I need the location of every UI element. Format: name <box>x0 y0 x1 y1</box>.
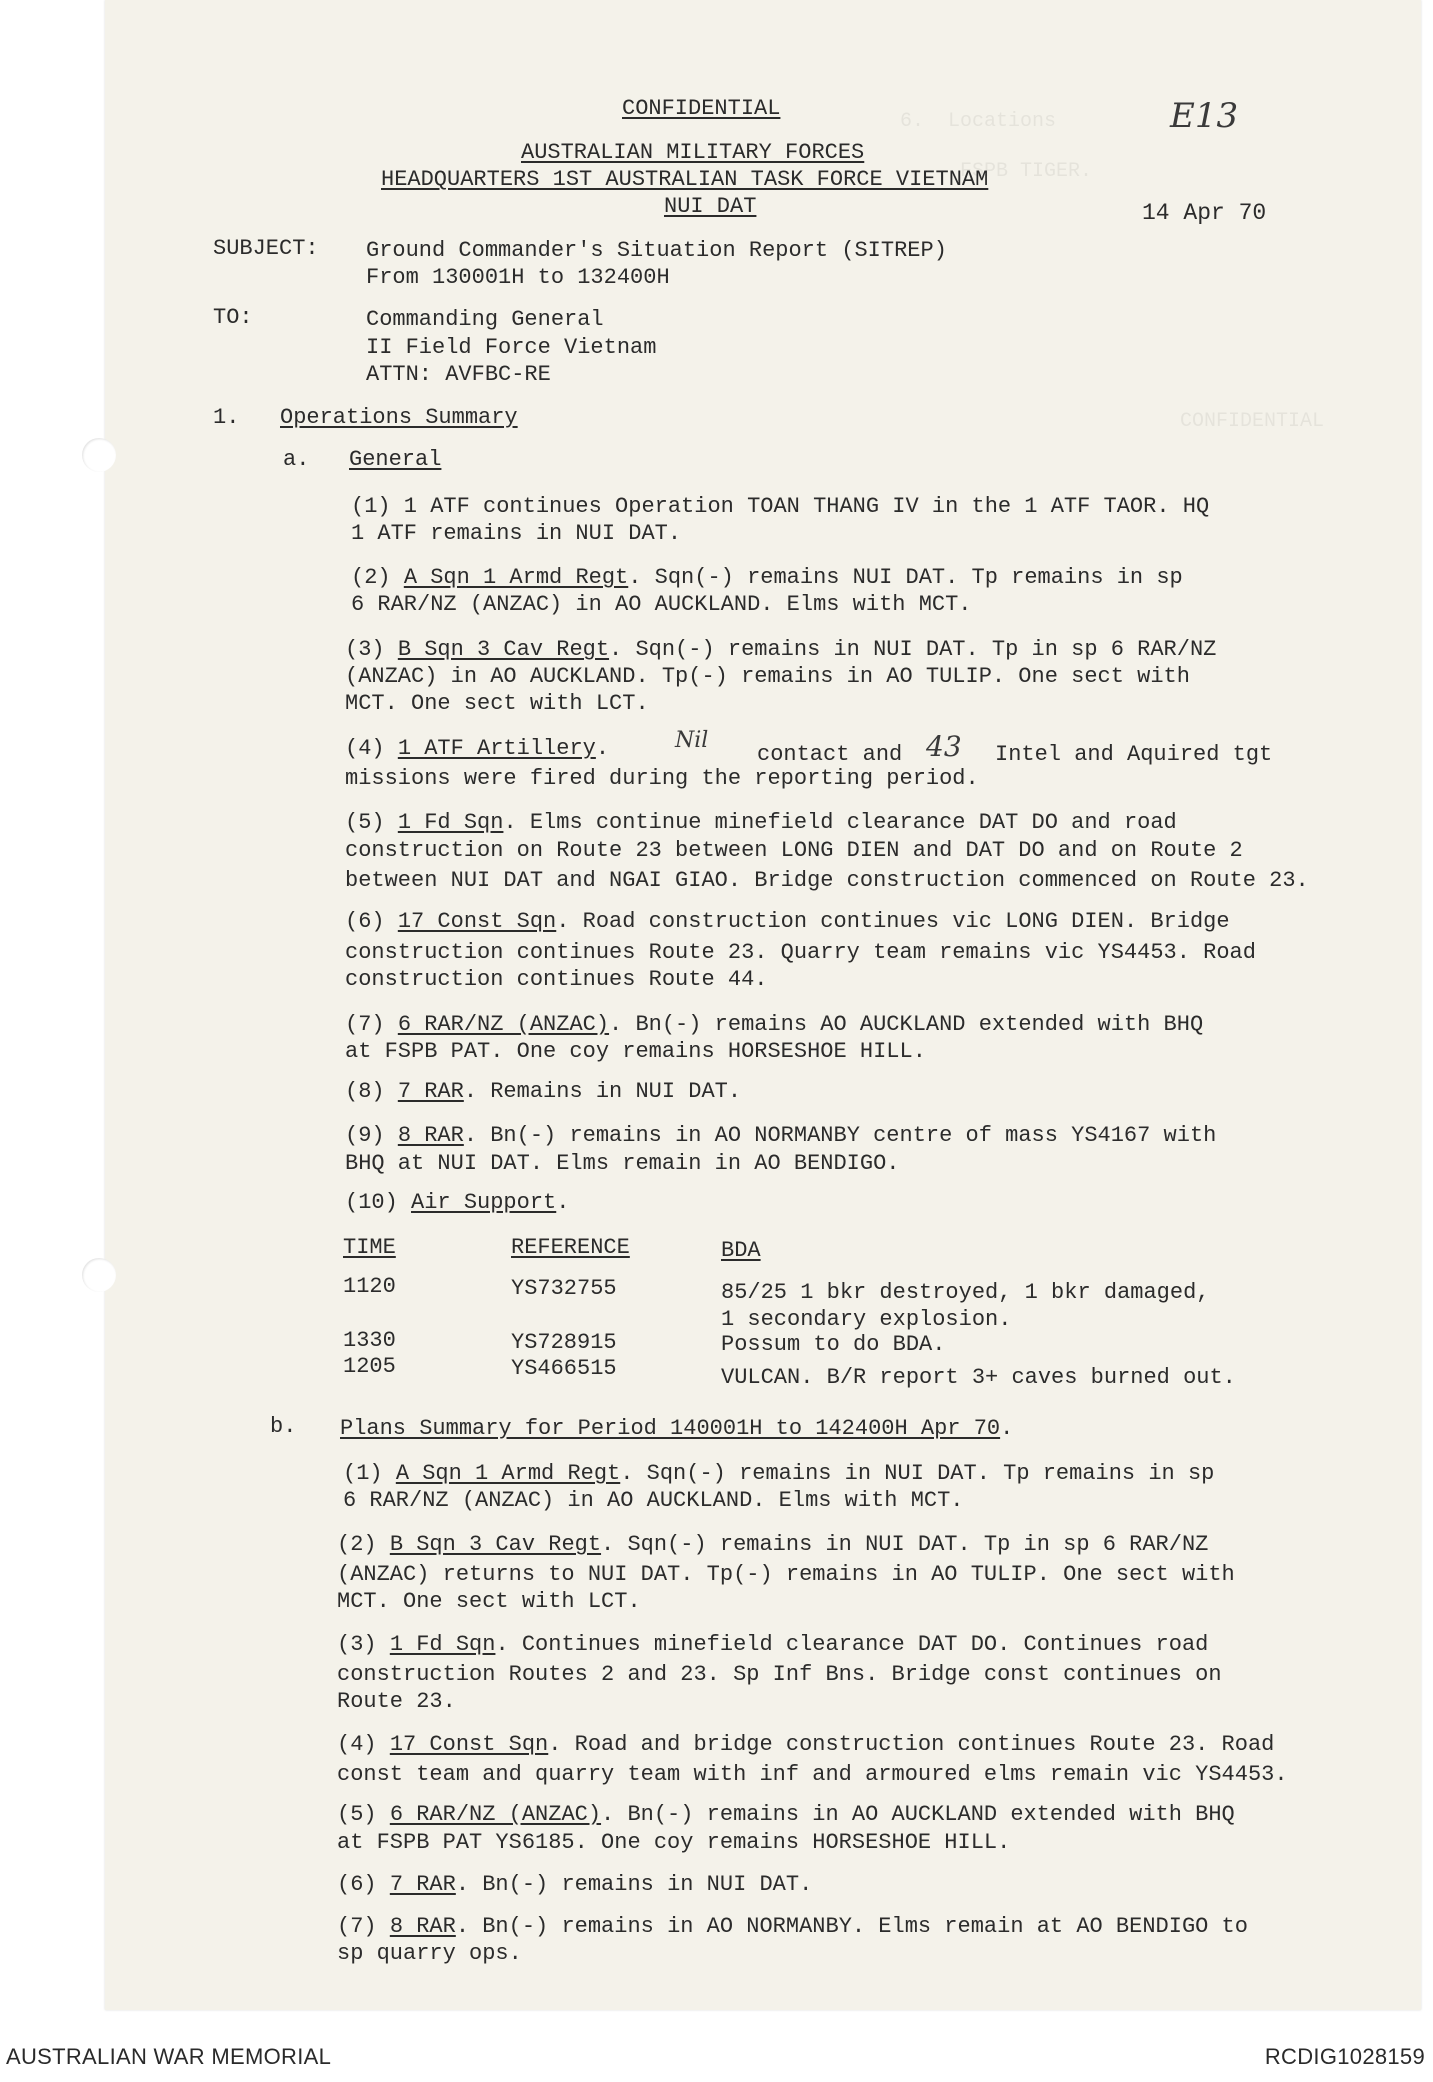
general-title: General <box>349 447 442 472</box>
plans-para-6: (6) 7 RAR. Bn(-) remains in NUI DAT. <box>337 1872 813 1897</box>
punch-hole-bottom <box>82 1258 116 1292</box>
section-number: 1. <box>213 405 240 430</box>
general-para-1: (1) 1 ATF continues Operation TOAN THANG IV in the 1 ATF TAOR. HQ <box>351 494 1210 519</box>
document-page <box>105 0 1421 2010</box>
table-header-bda: BDA <box>721 1238 761 1263</box>
subject-line-1: Ground Commander's Situation Report (SITREP) <box>366 238 947 263</box>
table-row-reference: YS466515 <box>511 1356 617 1381</box>
handwritten-reference: E13 <box>1170 96 1239 136</box>
unit-name: A Sqn 1 Armd Regt <box>403 565 629 590</box>
unit-name: 8 RAR <box>397 1123 464 1148</box>
unit-name: B Sqn 3 Cav Regt <box>397 637 610 662</box>
table-row-time: 1330 <box>343 1328 396 1353</box>
table-row-reference: YS728915 <box>511 1330 617 1355</box>
subject-line-2: From 130001H to 132400H <box>366 265 670 290</box>
general-para-3: (3) B Sqn 3 Cav Regt. Sqn(-) remains in NUI DAT. Tp in sp 6 RAR/NZ <box>345 637 1217 662</box>
to-label: TO: <box>213 305 253 330</box>
unit-name: 8 RAR <box>389 1914 456 1939</box>
footer-archive-name: AUSTRALIAN WAR MEMORIAL <box>6 2044 332 2069</box>
table-header-time: TIME <box>343 1235 396 1260</box>
unit-name: Air Support <box>411 1190 557 1215</box>
handwritten-count: 43 <box>926 730 962 763</box>
table-row-bda: Possum to do BDA. <box>721 1332 946 1357</box>
unit-name: 6 RAR/NZ (ANZAC) <box>389 1802 602 1827</box>
to-line-1: Commanding General <box>366 307 604 332</box>
org-line-1: AUSTRALIAN MILITARY FORCES <box>521 140 865 165</box>
unit-name: A Sqn 1 Armd Regt <box>395 1461 621 1486</box>
plans-para-5: (5) 6 RAR/NZ (ANZAC). Bn(-) remains in AO AUCKLAND extended with BHQ <box>337 1802 1235 1827</box>
handwritten-nil: Nil <box>675 728 709 753</box>
unit-name: 1 Fd Sqn <box>397 810 504 835</box>
unit-name: 17 Const Sqn <box>397 909 557 934</box>
plans-number: b. <box>270 1414 297 1439</box>
table-row-reference: YS732755 <box>511 1276 617 1301</box>
table-row-bda: VULCAN. B/R report 3+ caves burned out. <box>721 1365 1236 1390</box>
general-number: a. <box>283 447 310 472</box>
plans-para-2: (2) B Sqn 3 Cav Regt. Sqn(-) remains in NUI DAT. Tp in sp 6 RAR/NZ <box>337 1532 1209 1557</box>
plans-para-1: (1) A Sqn 1 Armd Regt. Sqn(-) remains in NUI DAT. Tp remains in sp <box>343 1461 1215 1486</box>
general-para-7: (7) 6 RAR/NZ (ANZAC). Bn(-) remains AO AUCKLAND extended with BHQ <box>345 1012 1204 1037</box>
unit-name: 17 Const Sqn <box>389 1732 549 1757</box>
plans-title: Plans Summary for Period 140001H to 142400H Apr 70. <box>340 1416 1014 1441</box>
section-title: Operations Summary <box>280 405 518 430</box>
org-line-2: HEADQUARTERS 1ST AUSTRALIAN TASK FORCE VIETNAM <box>381 167 989 192</box>
bleed-through-texture: 6. Locations <box>900 110 1057 133</box>
table-row-time: 1205 <box>343 1354 396 1379</box>
punch-hole-top <box>82 438 116 472</box>
classification-marking: CONFIDENTIAL <box>622 96 781 121</box>
general-para-4: (4) 1 ATF Artillery. <box>345 736 610 761</box>
unit-name: B Sqn 3 Cav Regt <box>389 1532 602 1557</box>
to-line-2: II Field Force Vietnam <box>366 335 657 360</box>
plans-para-7: (7) 8 RAR. Bn(-) remains in AO NORMANBY. Elms remain at AO BENDIGO to <box>337 1914 1248 1939</box>
unit-name: 1 ATF Artillery <box>397 736 596 761</box>
unit-name: 7 RAR <box>397 1079 464 1104</box>
plans-para-3: (3) 1 Fd Sqn. Continues minefield clearance DAT DO. Continues road <box>337 1632 1209 1657</box>
table-row-bda: 85/25 1 bkr destroyed, 1 bkr damaged, <box>721 1280 1210 1305</box>
table-header-reference: REFERENCE <box>511 1235 630 1260</box>
footer-record-id: RCDIG1028159 <box>1264 2044 1425 2069</box>
general-para-2: (2) A Sqn 1 Armd Regt. Sqn(-) remains NUI DAT. Tp remains in sp <box>351 565 1183 590</box>
unit-name: 6 RAR/NZ (ANZAC) <box>397 1012 610 1037</box>
unit-name: 7 RAR <box>389 1872 456 1897</box>
general-para-10: (10) Air Support. <box>345 1190 570 1215</box>
general-para-8: (8) 7 RAR. Remains in NUI DAT. <box>345 1079 742 1104</box>
document-date: 14 Apr 70 <box>1142 200 1267 226</box>
general-para-5: (5) 1 Fd Sqn. Elms continue minefield clearance DAT DO and road <box>345 810 1177 835</box>
org-line-3: NUI DAT <box>664 194 757 219</box>
plans-para-4: (4) 17 Const Sqn. Road and bridge construction continues Route 23. Road <box>337 1732 1275 1757</box>
general-para-6: (6) 17 Const Sqn. Road construction continues vic LONG DIEN. Bridge <box>345 909 1230 934</box>
table-row-time: 1120 <box>343 1274 396 1299</box>
subject-label: SUBJECT: <box>213 236 319 261</box>
unit-name: 1 Fd Sqn <box>389 1632 496 1657</box>
general-para-9: (9) 8 RAR. Bn(-) remains in AO NORMANBY centre of mass YS4167 with <box>345 1123 1217 1148</box>
to-line-3: ATTN: AVFBC-RE <box>366 362 551 387</box>
